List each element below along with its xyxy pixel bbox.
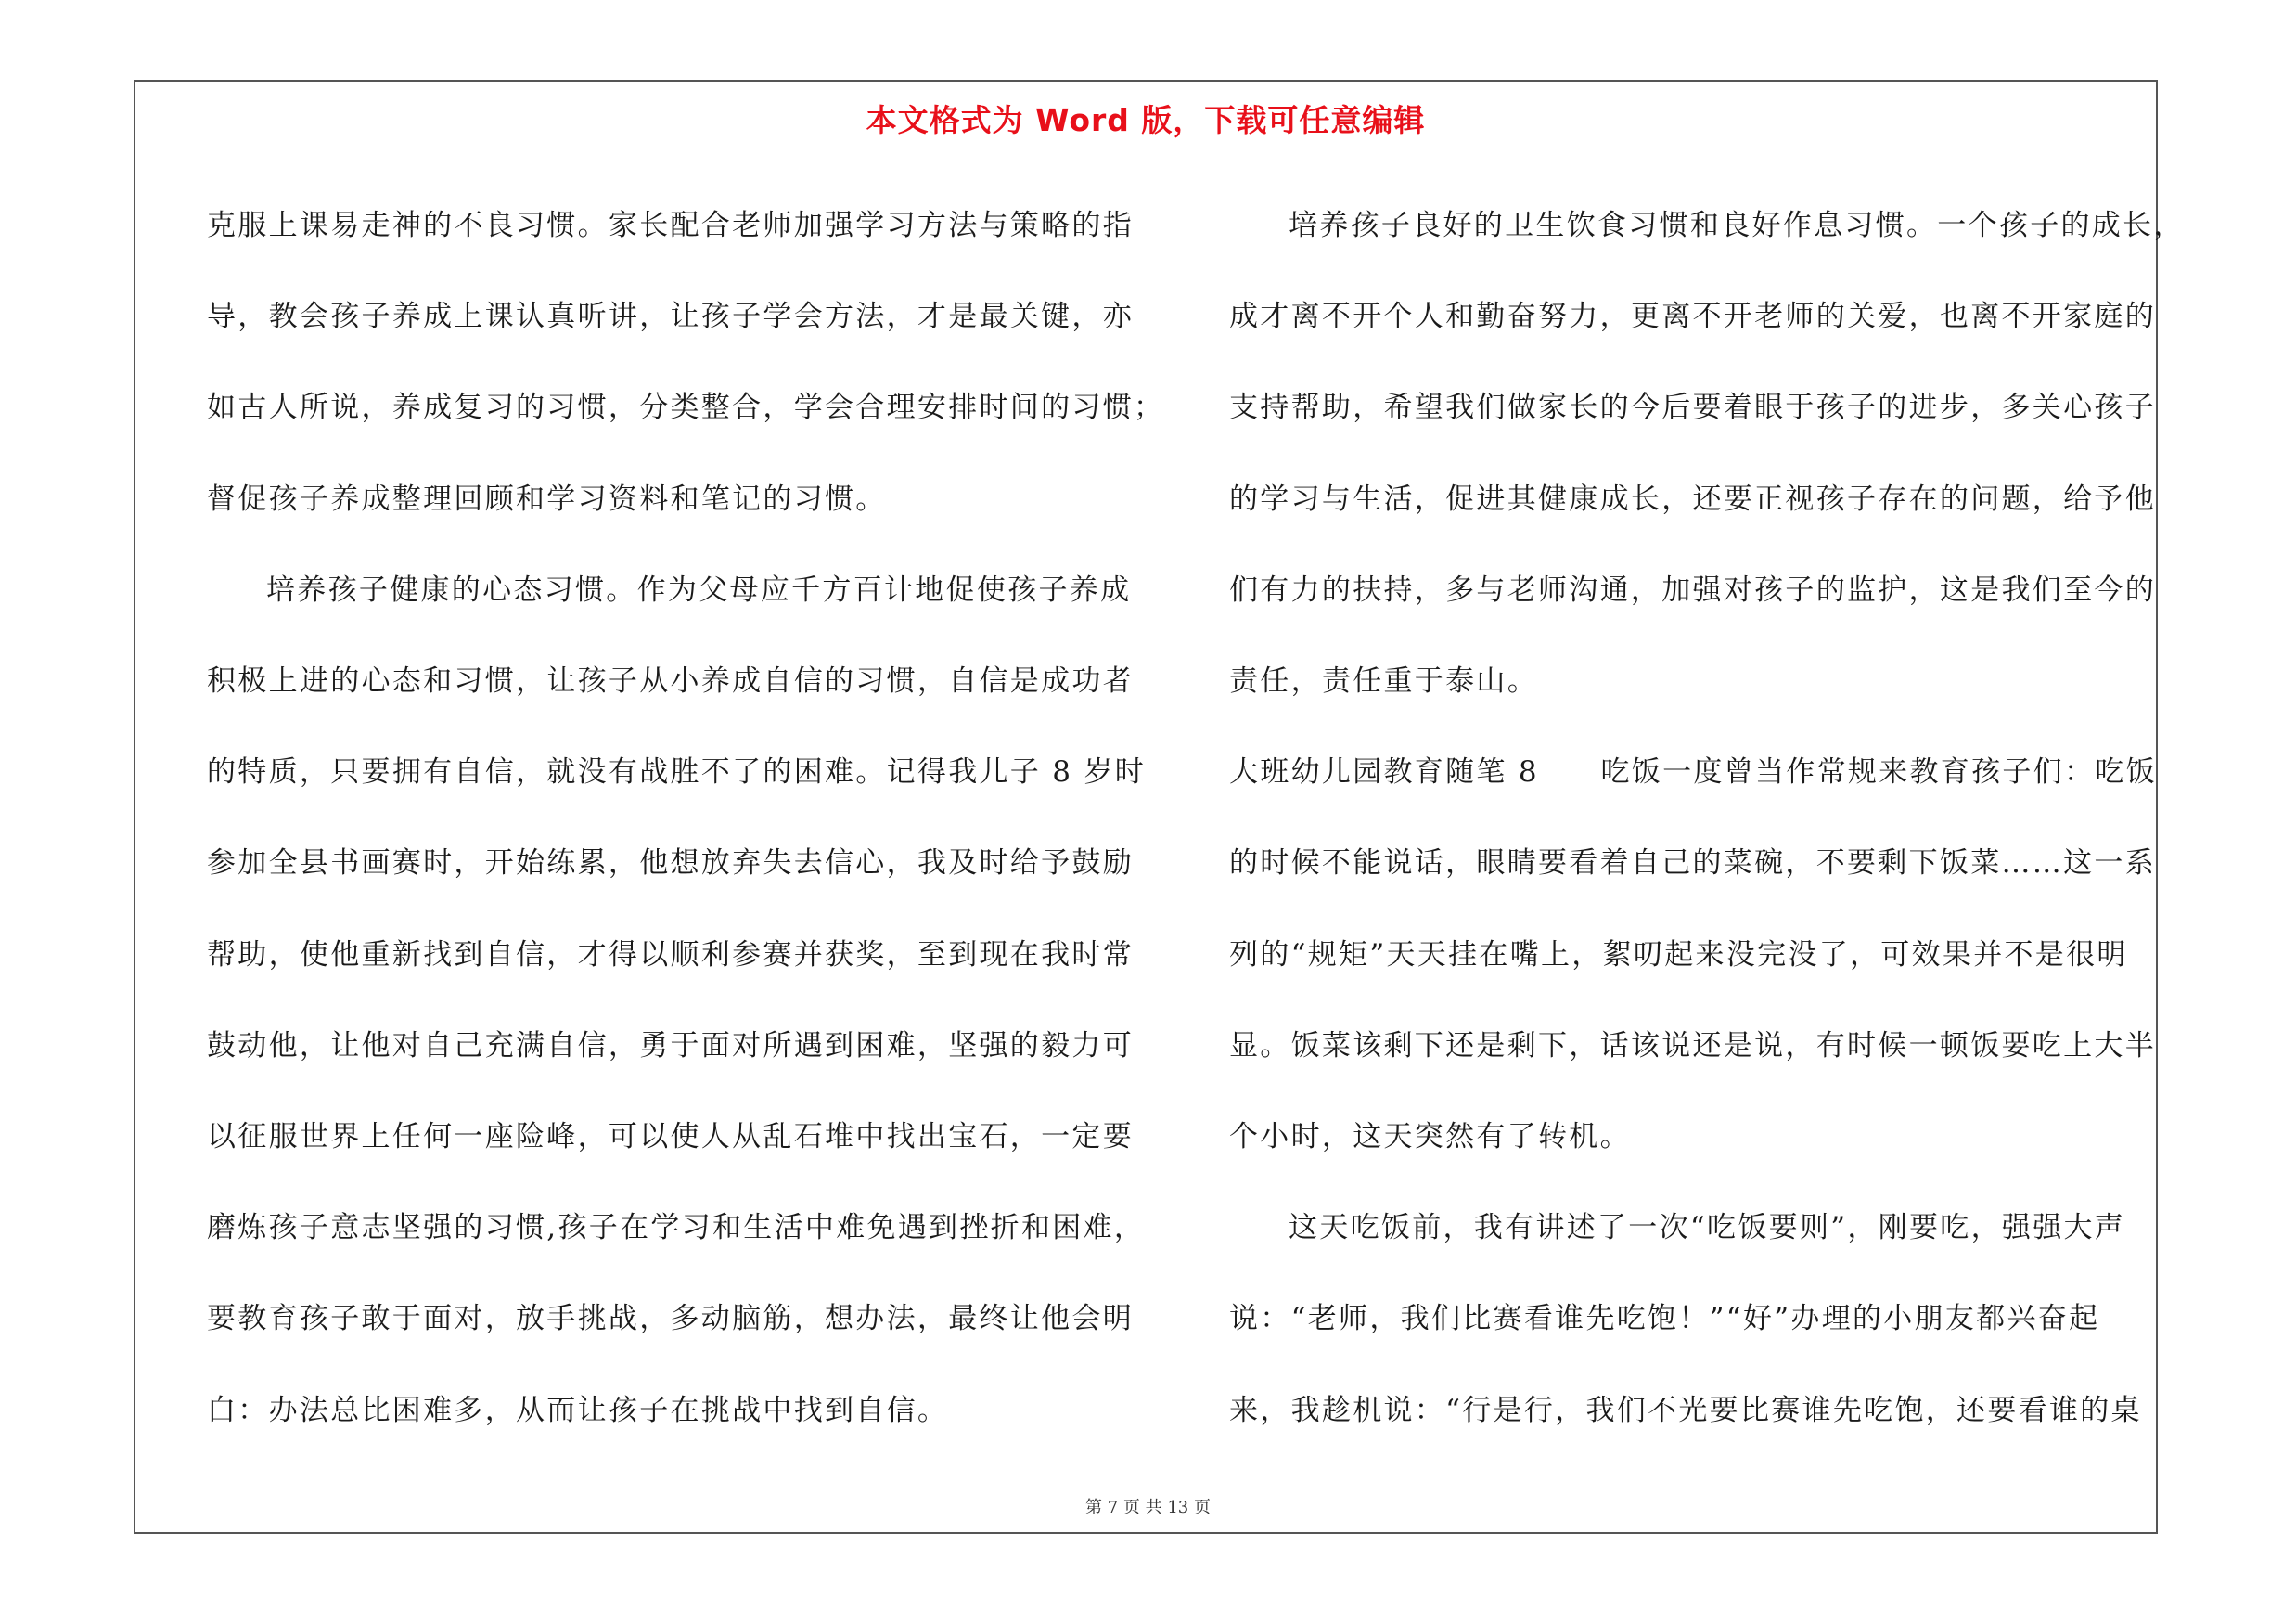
text-line: 如古人所说，养成复习的习惯，分类整合，学会合理安排时间的习惯； (207, 391, 1165, 425)
text-line: 克服上课易走神的不良习惯。家长配合老师加强学习方法与策略的指 (207, 209, 1134, 242)
text-line: 培养孩子健康的心态习惯。作为父母应千方百计地促使孩子养成 (266, 573, 1132, 607)
text-line: 成才离不开个人和勤奋努力，更离不开老师的关爱，也离不开家庭的 (1229, 300, 2156, 334)
text-line: 帮助，使他重新找到自信，才得以顺利参赛并获奖，至到现在我时常 (207, 937, 1134, 972)
text-line: 以征服世界上任何一座险峰，可以使人从乱石堆中找出宝石，一定要 (207, 1120, 1134, 1154)
text-line: 的特质，只要拥有自信，就没有战胜不了的困难。记得我儿子 8 岁时 (207, 755, 1147, 790)
text-line: 个小时，这天突然有了转机。 (1229, 1120, 1631, 1154)
text-line: 责任，责任重于泰山。 (1229, 664, 1538, 699)
text-line: 支持帮助，希望我们做家长的今后要着眼于孩子的进步，多关心孩子 (1229, 391, 2156, 425)
text-line: 的学习与生活，促进其健康成长，还要正视孩子存在的问题，给予他 (1229, 482, 2156, 516)
text-line: 培养孩子良好的卫生饮食习惯和良好作息习惯。一个孩子的成长， (1289, 209, 2185, 242)
text-line: 磨炼孩子意志坚强的习惯,孩子在学习和生活中难免遇到挫折和困难， (207, 1211, 1146, 1245)
text-line: 们有力的扶持，多与老师沟通，加强对孩子的监护，这是我们至今的 (1229, 573, 2156, 607)
text-line: 大班幼儿园教育随笔 8 吃饭一度曾当作常规来教育孩子们：吃饭 (1229, 755, 2157, 790)
text-line: 鼓动他，让他对自己充满自信，勇于面对所遇到困难，坚强的毅力可 (207, 1028, 1134, 1063)
text-line: 督促孩子养成整理回顾和学习资料和笔记的习惯。 (207, 482, 887, 516)
text-line: 积极上进的心态和习惯，让孩子从小养成自信的习惯，自信是成功者 (207, 664, 1134, 699)
text-line: 这天吃饭前，我有讲述了一次“吃饭要则”，刚要吃，强强大声 (1289, 1211, 2126, 1245)
text-line: 参加全县书画赛时，开始练累，他想放弃失去信心，我及时给予鼓励 (207, 846, 1134, 881)
left-column (207, 180, 1165, 1456)
page-footer: 第 7 页 共 13 页 (1085, 1498, 1211, 1517)
word-format-banner: 本文格式为 Word 版，下载可任意编辑 (866, 102, 1426, 138)
text-line: 导，教会孩子养成上课认真听讲，让孩子学会方法，才是最关键，亦 (207, 300, 1134, 334)
text-line: 白：办法总比困难多，从而让孩子在挑战中找到自信。 (207, 1393, 949, 1427)
text-line: 的时候不能说话，眼睛要看着自己的菜碗，不要剩下饭菜……这一系 (1229, 846, 2156, 881)
right-column (1229, 180, 2185, 1456)
text-line: 显。饭菜该剩下还是剩下，话该说还是说，有时候一顿饭要吃上大半 (1229, 1028, 2156, 1063)
text-line: 来，我趁机说：“行是行，我们不光要比赛谁先吃饱，还要看谁的桌 (1229, 1393, 2142, 1427)
text-line: 要教育孩子敢于面对，放手挑战，多动脑筋，想办法，最终让他会明 (207, 1302, 1134, 1336)
text-line: 列的“规矩”天天挂在嘴上，絮叨起来没完没了，可效果并不是很明 (1229, 937, 2128, 972)
text-line: 说：“老师，我们比赛看谁先吃饱！”“好”办理的小朋友都兴奋起 (1229, 1302, 2100, 1336)
